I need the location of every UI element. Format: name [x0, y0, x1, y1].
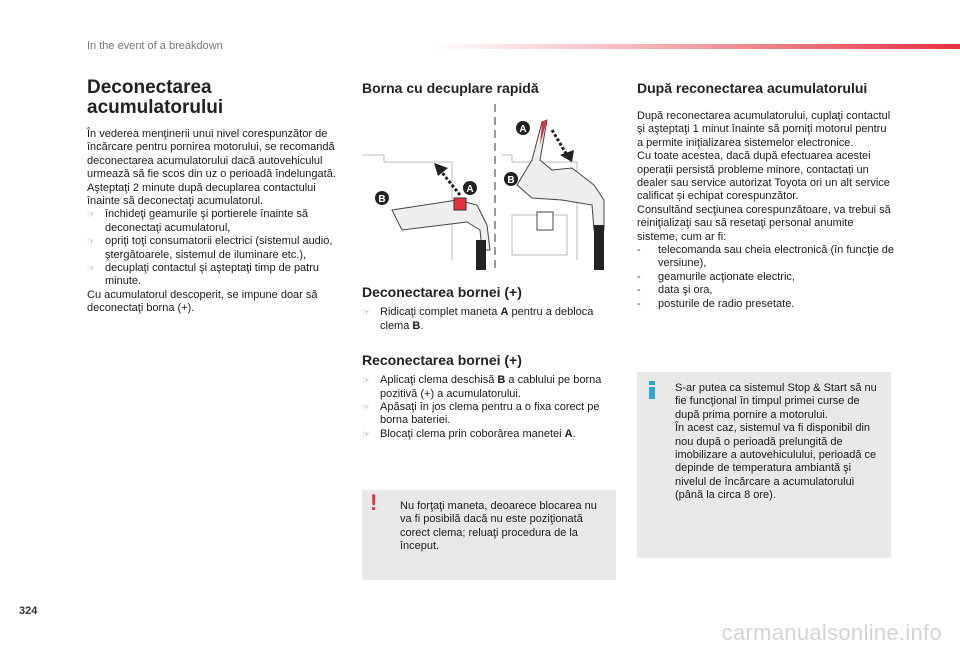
list-item: ☞ opriţi toţi consumatorii electrici (sistemul audio, ştergătoarele, sistemul de iluminare etc.), — [87, 235, 333, 261]
info-box — [637, 372, 891, 558]
section-title: Borna cu decuplare rapidă — [362, 80, 539, 96]
pointer-icon: ☞ — [362, 307, 371, 318]
list-item: ☞ închideţi geamurile şi portierele înainte să deconectaţi acumulatorul, — [87, 208, 309, 234]
paragraph: Consultând secţiunea corespunzătoare, va trebui să reiniţializaţi sau să resetaţi personal anumite sisteme, cum ar fi: — [637, 203, 891, 243]
pointer-icon: ☞ — [87, 236, 96, 247]
list-item: - posturile de radio presetate. — [637, 297, 795, 310]
pointer-icon: ☞ — [362, 402, 371, 413]
left-column — [87, 78, 342, 316]
right-column — [637, 80, 895, 311]
pointer-icon: ☞ — [87, 263, 96, 274]
label-a: A — [519, 124, 527, 135]
warning-box — [362, 490, 616, 580]
section-header: In the event of a breakdown — [87, 40, 223, 52]
battery-terminal-illustration — [362, 100, 618, 270]
list-item: - telecomanda sau cheia electronică (în funcţie de versiune), — [637, 244, 895, 270]
info-icon — [649, 381, 655, 399]
label-b: B — [507, 175, 515, 186]
paragraph: Cu acumulatorul descoperit, se impune doar să deconectaţi borna (+). — [87, 288, 318, 315]
label-a: A — [466, 184, 474, 195]
info-text: S-ar putea ca sistemul Stop & Start să nu fie funcţional în timpul primei curse de după prima pornire a motorului. În acest caz, sistemul va fi disponibil din nou după o perioadă prelungită de imobilizare a autovehiculului, perioadă ce depinde de temperatura ambiantă şi nivelul de încărcare a acumulatorului (până la circa 8 ore). — [675, 382, 877, 502]
paragraph: Cu toate acestea, dacă după efectuarea acestei operații persistă probleme minore, contactați un dealer sau service autorizat Toyota ori un alt service calificat și echipat corespunzător. — [637, 150, 890, 203]
pointer-icon: ☞ — [362, 375, 371, 386]
list-item: ☞ Ridicaţi complet maneta A pentru a debloca clema B. — [362, 306, 594, 332]
list-item: ☞ Aplicaţi clema deschisă B a cablului pe borna pozitivă (+) a acumulatorului. — [362, 374, 602, 400]
list-item: - data şi ora, — [637, 284, 713, 297]
pointer-icon: ☞ — [362, 428, 371, 439]
subsection-title: Reconectarea bornei (+) — [362, 352, 522, 369]
paragraph: După reconectarea acumulatorului, cuplaţi contactul şi aşteptaţi 1 minut înainte să porniţi motorul pentru a permite iniţializarea sistemelor electronice. — [637, 110, 891, 149]
list-item: ☞ Blocaţi clema prin coborârea manetei A. — [362, 427, 576, 440]
paragraph: Aşteptaţi 2 minute după decuplarea contactului înainte să deconectaţi acumulatorul. — [87, 181, 316, 208]
subsection-title: Deconectarea bornei (+) — [362, 284, 522, 301]
label-b: B — [378, 194, 386, 205]
warning-text: Nu forţaţi maneta, deoarece blocarea nu va fi posibilă dacă nu este poziţionată corect clema; reluaţi procedura de la început. — [400, 500, 597, 553]
list-item: - geamurile acţionate electric, — [637, 270, 795, 283]
section-title: Deconectarea acumulatorului — [87, 77, 224, 118]
watermark: carmanualsonline.info — [721, 620, 942, 645]
list-item: ☞ Apăsaţi în jos clema pentru a o fixa corect pe borna bateriei. — [362, 401, 600, 427]
list-item: ☞ decuplaţi contactul şi aşteptaţi timp de patru minute. — [87, 262, 320, 288]
warning-icon: ! — [370, 490, 378, 515]
page-number: 324 — [19, 605, 38, 617]
section-title: După reconectarea acumulatorului — [637, 80, 868, 96]
header-accent-bar — [430, 44, 960, 49]
middle-column — [362, 80, 618, 441]
pointer-icon: ☞ — [87, 209, 96, 220]
paragraph: În vederea menţinerii unui nivel corespunzător de încărcare pentru pornirea motorului, se recomandă deconectarea acumulatorului dacă autovehiculul urmează să fie scos din uz o perioadă îndelungată. — [87, 128, 336, 181]
